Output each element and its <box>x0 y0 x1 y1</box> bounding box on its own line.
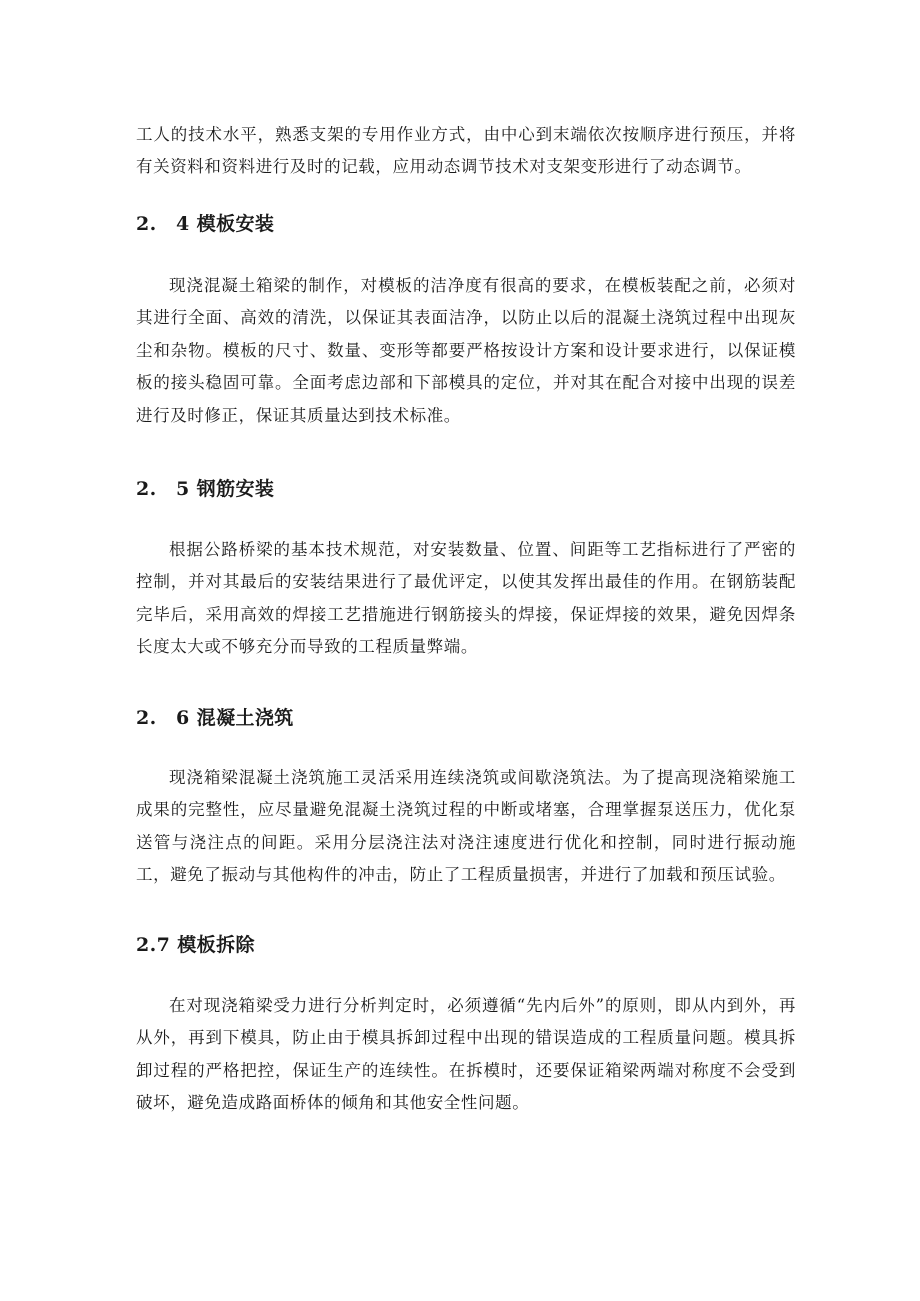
paragraph-support-preload: 工人的技术水平，熟悉支架的专用作业方式，由中心到末端依次按顺序进行预压，并将有关资料和资料进行及时的记载，应用动态调节技术对支架变形进行了动态调节。 <box>136 125 796 177</box>
heading-2-6-concrete-pouring: 2. 6 混凝土浇筑 <box>136 707 294 729</box>
heading-2-5-rebar-installation: 2. 5 钢筋安装 <box>136 478 275 500</box>
heading-2-7-formwork-removal: 2.7 模板拆除 <box>136 934 255 956</box>
paragraph-concrete-pouring: 现浇箱梁混凝土浇筑施工灵活采用连续浇筑或间歇浇筑法。为了提高现浇箱梁施工成果的完整性，应尽量避免混凝土浇筑过程的中断或堵塞，合理掌握泵送压力，优化泵送管与浇注点的间距。采用分层浇注法对浇注速度进行优化和控制，同时进行振动施工，避免了振动与其他构件的冲击，防止了工程质量损害，并进行了加载和预压试验。 <box>136 768 796 885</box>
heading-2-4-formwork-installation: 2. 4 模板安装 <box>136 213 275 235</box>
paragraph-formwork-installation: 现浇混凝土箱梁的制作，对模板的洁净度有很高的要求，在模板装配之前，必须对其进行全面、高效的清洗，以保证其表面洁净，以防止以后的混凝土浇筑过程中出现灰尘和杂物。模板的尺寸、数量、变形等都要严格按设计方案和设计要求进行，以保证模板的接头稳固可靠。全面考虑边部和下部模具的定位，并对其在配合对接中出现的误差进行及时修正，保证其质量达到技术标准。 <box>136 276 796 425</box>
paragraph-rebar-installation: 根据公路桥梁的基本技术规范，对安装数量、位置、间距等工艺指标进行了严密的控制，并对其最后的安装结果进行了最优评定，以使其发挥出最佳的作用。在钢筋装配完毕后，采用高效的焊接工艺措施进行钢筋接头的焊接，保证焊接的效果，避免因焊条长度太大或不够充分而导致的工程质量弊端。 <box>136 540 796 657</box>
paragraph-formwork-removal: 在对现浇箱梁受力进行分析判定时，必须遵循“先内后外”的原则，即从内到外，再从外，再到下模具，防止由于模具拆卸过程中出现的错误造成的工程质量问题。模具拆卸过程的严格把控，保证生产的连续性。在拆模时，还要保证箱梁两端对称度不会受到破坏，避免造成路面桥体的倾角和其他安全性问题。 <box>136 996 796 1113</box>
